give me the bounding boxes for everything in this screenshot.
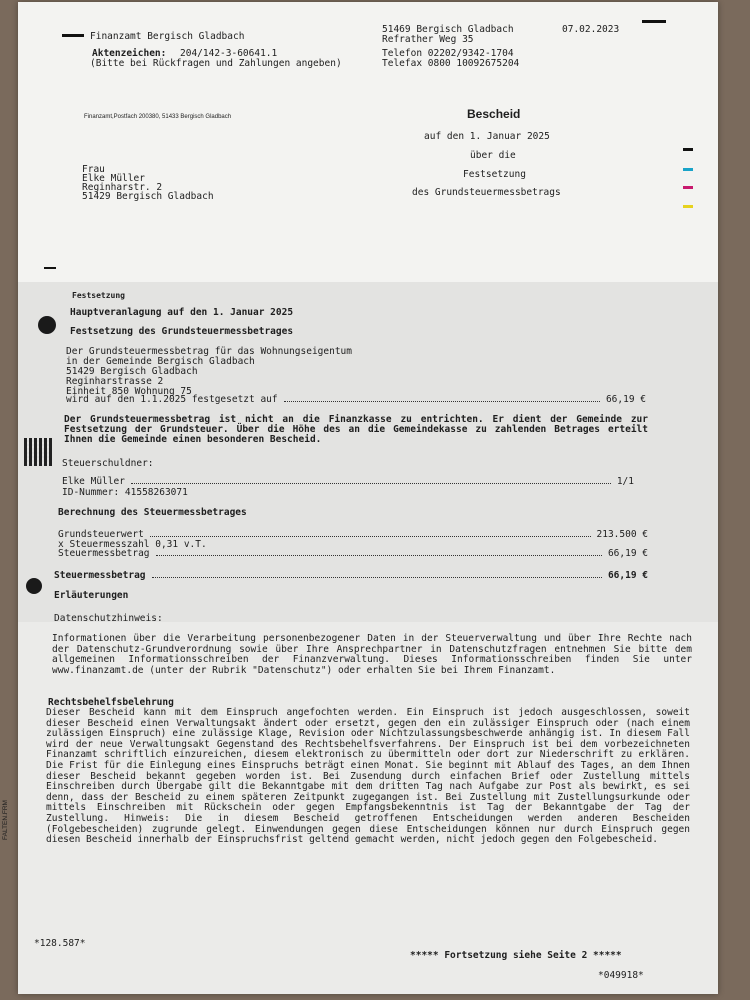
calc-row-label: x Steuermesszahl 0,31 v.T. (58, 539, 207, 550)
continuation-note: ***** Fortsetzung siehe Seite 2 ***** (410, 950, 622, 961)
page-top-section (18, 2, 718, 282)
punch-hole (38, 316, 56, 334)
file-ref-label: Aktenzeichen: (92, 48, 167, 59)
phone-number: Telefon 02202/9342-1704 (382, 48, 514, 59)
notice-line3: Festsetzung (463, 169, 526, 180)
file-ref-value: 204/142-3-60641.1 (180, 48, 278, 59)
print-mark-cyan (683, 168, 693, 171)
tax-debtor-row (62, 476, 634, 487)
dot-leader (131, 483, 611, 484)
dot-leader (284, 401, 600, 402)
property-desc-line: Reginharstrasse 2 (66, 376, 164, 387)
document-date: 07.02.2023 (562, 24, 620, 35)
total-value: 66,19 € (607, 570, 648, 581)
festsetzung-messbetrag-heading: Festsetzung des Grundsteuermessbetrages (70, 326, 294, 337)
property-desc-line: 51429 Bergisch Gladbach (66, 366, 198, 377)
calc-row-label: Grundsteuerwert (58, 529, 144, 540)
footer-code-left: *128.587* (34, 938, 86, 949)
municipality-note: Der Grundsteuermessbetrag ist nicht an die Finanzkasse zu entrichten. Er dient der Gemeinde zur Festsetzung der Grundsteuer. Über die Höhe des an die Gemeindekasse zu zahlenden Betrages erteilt Ihnen die Gemeinde einen besonderen Bescheid. (64, 414, 648, 446)
side-form-label: FALTEN.FRM (2, 800, 9, 840)
office-address-line2: Refrather Weg 35 (382, 34, 474, 45)
fold-mark (62, 34, 84, 37)
dot-leader (152, 577, 602, 578)
fold-mark (642, 20, 666, 23)
fixed-amount-value: 66,19 € (605, 394, 646, 405)
property-desc-line: Der Grundsteuermessbetrag für das Wohnungseigentum (66, 346, 352, 357)
recipient-city: 51429 Bergisch Gladbach (82, 191, 214, 202)
calc-row (58, 548, 648, 559)
legal-text: Dieser Bescheid kann mit dem Einspruch angefochten werden. Ein Einspruch ist jedoch ausgeschlossen, soweit dieser Bescheid einen Verwaltungsakt ändert oder ersetzt, gegen den ein zulässiger Einspruch oder (nach einem zulässigen Einspruch) eine zulässige Klage, Revision oder Nichtzulassungsbeschwerde anhängig ist. In diesem Fall wird der neue Verwaltungsakt Gegenstand des Rechtsbehelfsverfahrens. Der Einspruch ist bei dem vorbezeichneten Finanzamt schriftlich einzureichen, diesem elektronisch zu übermitteln oder dort zur Niederschrift zu erklären. Die Frist für die Einlegung eines Einspruchs beträgt einen Monat. Sie beginnt mit Ablauf des Tages, an dem Ihnen dieser Bescheid bekannt gegeben worden ist. Bei Zusendung durch einfachen Brief oder Zustellung mittels Einschreiben durch Übergabe gilt die Bekanntgabe mit dem dritten Tag nach Aufgabe zur Post als bewirkt, es sei denn, dass der Bescheid zu einem späteren Zeitpunkt zugegangen ist. Bei Zustellung mit Zustellungsurkunde oder mittels Einschreiben mit Rückschein oder gegen Empfangsbekenntnis ist Tag der Bekanntgabe der Tag der Zustellung. Hinweis: Die in diesem Bescheid getroffenen Entscheidungen werden anderen Bescheiden (Folgebescheiden) zugrunde gelegt. Einwendungen gegen diese Entscheidungen können nur durch Einspruch gegen diesen Bescheid innerhalb der Einspruchsfrist geltend gemacht werden, nicht jedoch gegen den Folgebescheid. (46, 707, 690, 846)
recipient-salutation: Frau (82, 164, 105, 175)
file-ref-hint: (Bitte bei Rückfragen und Zahlungen angeben) (90, 58, 342, 69)
office-address-line1: 51469 Bergisch Gladbach (382, 24, 514, 35)
legal-heading: Rechtsbehelfsbelehrung (48, 697, 174, 708)
section-heading-festsetzung: Festsetzung (72, 291, 125, 300)
print-mark-yellow (683, 205, 693, 208)
total-label: Steuermessbetrag (54, 570, 146, 581)
recipient-street: Reginharstr. 2 (82, 182, 163, 193)
tax-debtor-share: 1/1 (616, 476, 634, 487)
fixed-amount-row (66, 394, 646, 405)
fold-mark (44, 267, 56, 269)
footer-code-right: *049918* (598, 970, 644, 981)
privacy-text: Informationen über die Verarbeitung personenbezogener Daten in der Steuerverwaltung und über Ihre Rechte nach der Datenschutz-Grundverordnung sowie über Ihre Ansprechpartner in Datenschutzfragen entnehmen Sie bitte dem allgemeinen Informationsschreiben der Finanzverwaltung. Dieses Informationsschreiben finden Sie unter www.finanzamt.de (unter der Rubrik "Datenschutz") oder erhalten Sie bei Ihrem Finanzamt. (52, 633, 692, 676)
calc-heading: Berechnung des Steuermessbetrages (58, 507, 247, 518)
dot-leader (156, 555, 602, 556)
dot-leader (150, 536, 591, 537)
qr-code (24, 438, 52, 466)
notice-line2: über die (470, 150, 516, 161)
notice-line1: auf den 1. Januar 2025 (424, 131, 550, 142)
tax-debtor-name: Elke Müller (62, 476, 125, 487)
total-row (54, 570, 648, 581)
explanations-heading: Erläuterungen (54, 590, 129, 601)
return-address: Finanzamt,Postfach 200380, 51433 Bergisch Gladbach (84, 114, 232, 120)
notice-line4: des Grundsteuermessbetrags (412, 187, 561, 198)
calc-row-value: 66,19 € (607, 548, 648, 559)
notice-title: Bescheid (467, 107, 521, 121)
tax-debtor-label: Steuerschuldner: (62, 458, 154, 469)
calc-row-value: 213.500 € (596, 529, 648, 540)
print-mark-magenta (683, 186, 693, 189)
fixed-amount-label: wird auf den 1.1.2025 festgesetzt auf (66, 394, 278, 405)
privacy-label: Datenschutzhinweis: (54, 613, 163, 624)
calc-row-label: Steuermessbetrag (58, 548, 150, 559)
punch-hole (26, 578, 42, 594)
recipient-name: Elke Müller (82, 173, 145, 184)
hauptveranlagung-heading: Hauptveranlagung auf den 1. Januar 2025 (70, 307, 294, 318)
office-name: Finanzamt Bergisch Gladbach (90, 31, 245, 42)
property-desc-line: Einheit 850 Wohnung 75 (66, 386, 192, 397)
fax-number: Telefax 0800 10092675204 (382, 58, 520, 69)
tax-debtor-id: ID-Nummer: 41558263071 (62, 487, 188, 498)
property-desc-line: in der Gemeinde Bergisch Gladbach (66, 356, 255, 367)
print-mark-black (683, 148, 693, 151)
